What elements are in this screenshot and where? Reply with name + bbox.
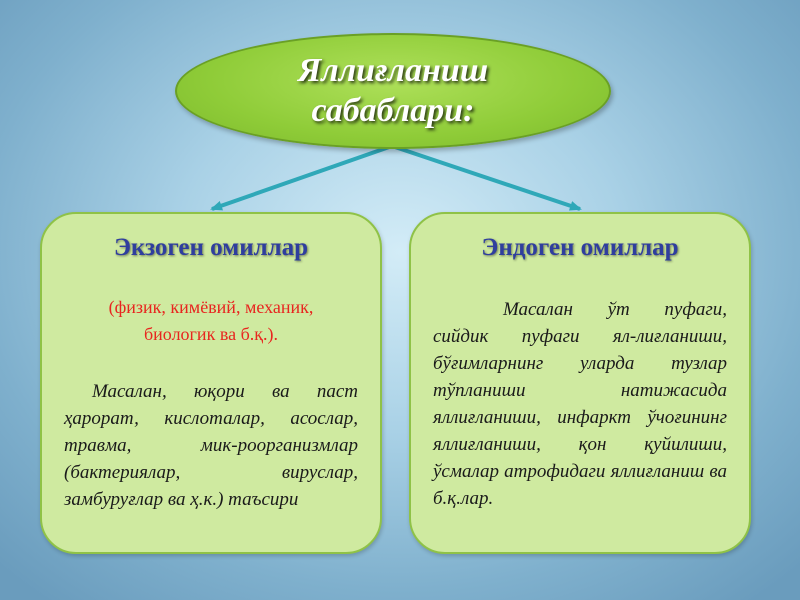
arrow-to-exogenous bbox=[212, 146, 392, 209]
title-line-1: Яллиғланиш bbox=[297, 52, 489, 89]
exogenous-examples-note bbox=[62, 294, 360, 348]
arrow-to-endogenous bbox=[392, 146, 580, 209]
endogenous-heading: Эндоген омиллар bbox=[481, 234, 679, 261]
exogenous-note-line-1: (физик, кимёвий, механик, bbox=[108, 297, 314, 317]
exogenous-body-text: Масалан, юқори ва паст ҳарорат, кислоталар, асослар, травма, мик-роорганизмлар (бактериялар, вируслар, замбуруғлар ва ҳ.к.) таъсири bbox=[64, 381, 358, 510]
endogenous-factors-box bbox=[409, 212, 751, 554]
title-line-2: сабаблари: bbox=[311, 92, 475, 129]
exogenous-note-line-2: биологик ва б.қ.). bbox=[144, 324, 278, 344]
exogenous-heading: Экзоген омиллар bbox=[113, 234, 309, 261]
title-oval bbox=[175, 33, 611, 149]
exogenous-factors-box bbox=[40, 212, 382, 554]
endogenous-body-text: Масалан ўт пуфаги, сийдик пуфаги ял-лиғланиши, бўғимларнинг уларда тузлар тўпланиши натижасида яллиғланиши, инфаркт ўчоғининг яллиғланиши, қон қуйилиши, ўсмалар атрофидаги яллиғланиш ва б.қ.лар. bbox=[433, 299, 727, 509]
